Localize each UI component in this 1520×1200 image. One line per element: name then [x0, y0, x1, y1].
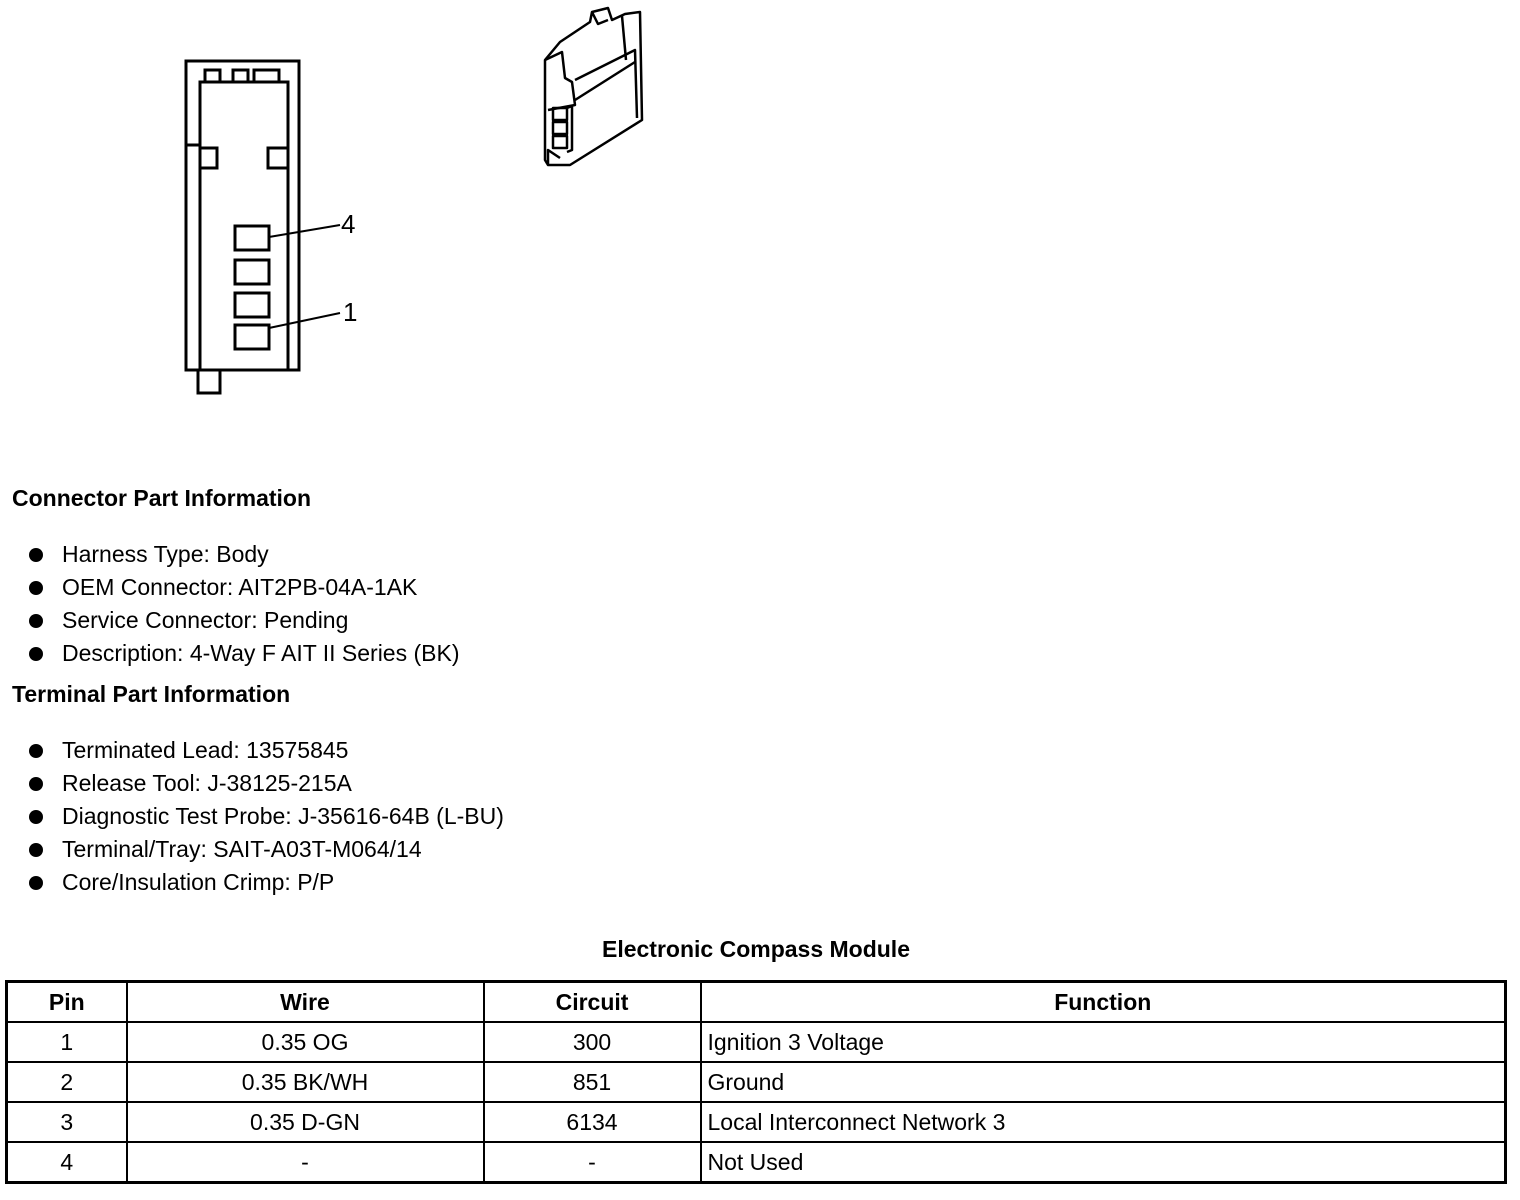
connector-3d-view: [545, 8, 642, 165]
list-item: Description: 4-Way F AIT II Series (BK): [28, 637, 460, 670]
callout-leaders: [269, 225, 340, 328]
cell-circuit: -: [484, 1142, 701, 1183]
cell-wire: -: [127, 1142, 484, 1183]
list-item: Terminated Lead: 13575845: [28, 734, 504, 767]
list-item: OEM Connector: AIT2PB-04A-1AK: [28, 571, 460, 604]
cell-circuit: 6134: [484, 1102, 701, 1142]
list-item: Harness Type: Body: [28, 538, 460, 571]
list-item: Core/Insulation Crimp: P/P: [28, 866, 504, 899]
table-row: [7, 1022, 1506, 1062]
bullet-icon: [29, 876, 43, 890]
table-row: [7, 1102, 1506, 1142]
header-function: Function: [701, 982, 1506, 1023]
cell-function: Ignition 3 Voltage: [701, 1022, 1506, 1062]
cell-wire: 0.35 D-GN: [127, 1102, 484, 1142]
table-row: [7, 1062, 1506, 1102]
list-item: Release Tool: J-38125-215A: [28, 767, 504, 800]
bullet-icon: [29, 843, 43, 857]
bullet-icon: [29, 810, 43, 824]
callout-pin-1: 1: [343, 297, 358, 327]
terminal-part-info-title: Terminal Part Information: [12, 681, 291, 707]
cell-pin: 3: [7, 1102, 127, 1142]
cell-wire: 0.35 OG: [127, 1022, 484, 1062]
bullet-icon: [29, 647, 43, 661]
bullet-icon: [29, 777, 43, 791]
cell-function: Not Used: [701, 1142, 1506, 1183]
connector-diagram: [0, 0, 700, 420]
list-item: Diagnostic Test Probe: J-35616-64B (L-BU): [28, 800, 504, 833]
cavity-pin-1: [235, 325, 269, 349]
pinout-table: [5, 980, 1507, 1184]
callout-pin-4: 4: [341, 209, 356, 239]
cell-function: Ground: [701, 1062, 1506, 1102]
cavity-pin-2: [235, 293, 269, 317]
cell-wire: 0.35 BK/WH: [127, 1062, 484, 1102]
connector-part-info-list: [28, 538, 460, 670]
cell-pin: 1: [7, 1022, 127, 1062]
cell-circuit: 851: [484, 1062, 701, 1102]
terminal-part-info-list: [28, 734, 504, 899]
bullet-icon: [29, 614, 43, 628]
header-wire: Wire: [127, 982, 484, 1023]
cavity-pin-4: [235, 226, 269, 250]
cell-pin: 2: [7, 1062, 127, 1102]
table-row: [7, 1142, 1506, 1183]
cell-function: Local Interconnect Network 3: [701, 1102, 1506, 1142]
cell-pin: 4: [7, 1142, 127, 1183]
bullet-icon: [29, 744, 43, 758]
cavity-pin-3: [235, 260, 269, 284]
bullet-icon: [29, 548, 43, 562]
header-pin: Pin: [7, 982, 127, 1023]
cell-circuit: 300: [484, 1022, 701, 1062]
bullet-icon: [29, 581, 43, 595]
list-item: Service Connector: Pending: [28, 604, 460, 637]
terminal-cavities: [235, 226, 269, 349]
table-title: Electronic Compass Module: [601, 936, 910, 962]
list-item: Terminal/Tray: SAIT-A03T-M064/14: [28, 833, 504, 866]
table-header-row: [7, 982, 1506, 1023]
connector-part-info-title: Connector Part Information: [12, 485, 312, 511]
header-circuit: Circuit: [484, 982, 701, 1023]
